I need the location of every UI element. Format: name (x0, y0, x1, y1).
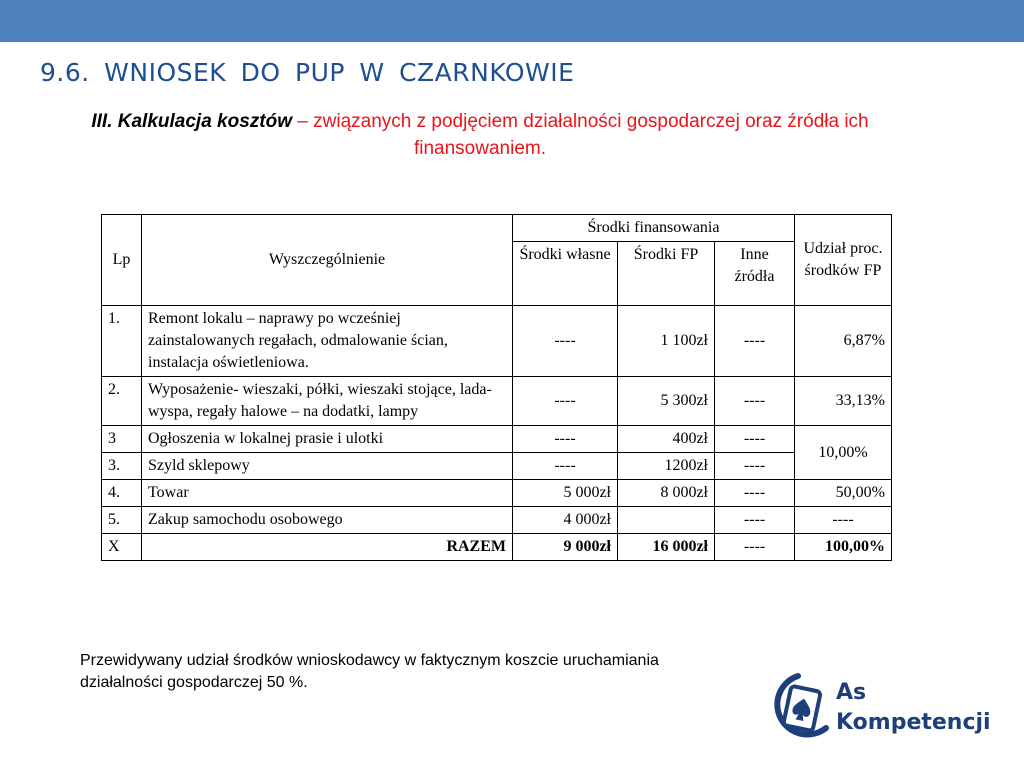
cell-fp: 1 100zł (618, 306, 715, 377)
cell-item: Towar (142, 480, 513, 507)
note-text: Przewidywany udział środków wnioskodawcy w faktycznym koszcie uruchamiania działalności gospodarczej 50 %. (80, 652, 659, 691)
total-other: ---- (715, 534, 795, 561)
cell-other: ---- (715, 426, 795, 453)
cell-fp (618, 507, 715, 534)
cell-share-merged: 10,00% (795, 426, 892, 480)
header-own: Środki własne (513, 242, 618, 306)
cell-fp: 1200zł (618, 453, 715, 480)
cost-calculation-table (101, 214, 892, 561)
subtitle-rest: – związanych z podjęciem działalności gospodarczej oraz źródła ich finansowaniem. (292, 111, 869, 159)
logo-line-2: Kompetencji (836, 710, 991, 735)
cell-own: ---- (513, 453, 618, 480)
cell-own: ---- (513, 306, 618, 377)
cell-other: ---- (715, 306, 795, 377)
slide-subtitle (40, 108, 920, 162)
cell-own: 4 000zł (513, 507, 618, 534)
cell-item: Ogłoszenia w lokalnej prasie i ulotki (142, 426, 513, 453)
header-lp: Lp (102, 215, 142, 306)
total-share: 100,00% (795, 534, 892, 561)
subtitle-lead: III. Kalkulacja kosztów (91, 111, 292, 132)
header-share: Udział proc. środków FP (795, 215, 892, 306)
table-row (102, 453, 892, 480)
cell-other: ---- (715, 507, 795, 534)
cell-lp: 2. (102, 377, 142, 426)
cell-share: 50,00% (795, 480, 892, 507)
total-row (102, 534, 892, 561)
cell-lp: 5. (102, 507, 142, 534)
total-own: 9 000zł (513, 534, 618, 561)
cell-own: ---- (513, 426, 618, 453)
total-fp: 16 000zł (618, 534, 715, 561)
cell-share: ---- (795, 507, 892, 534)
cell-fp: 8 000zł (618, 480, 715, 507)
cell-fp: 400zł (618, 426, 715, 453)
cell-item: Wyposażenie- wieszaki, półki, wieszaki stojące, lada- wyspa, regały halowe – na dodatki, lampy (142, 377, 513, 426)
cell-other: ---- (715, 480, 795, 507)
header-other: Inne źródła (715, 242, 795, 306)
header-item: Wyszczególnienie (142, 215, 513, 306)
header-fp: Środki FP (618, 242, 715, 306)
cell-own: 5 000zł (513, 480, 618, 507)
cell-share: 33,13% (795, 377, 892, 426)
logo (768, 670, 1008, 746)
cell-item: Remont lokalu – naprawy po wcześniej zainstalowanych regałach, odmalowanie ścian, instalacja oświetleniowa. (142, 306, 513, 377)
slide-title: 9.6. WNIOSEK DO PUP W CZARNKOWIE (40, 58, 575, 87)
cell-lp: 3. (102, 453, 142, 480)
table-row (102, 377, 892, 426)
cell-lp: 1. (102, 306, 142, 377)
table-row (102, 480, 892, 507)
cell-lp: 3 (102, 426, 142, 453)
logo-line-1: As (836, 680, 867, 705)
cell-lp: 4. (102, 480, 142, 507)
cell-share: 6,87% (795, 306, 892, 377)
total-lp: X (102, 534, 142, 561)
table-row (102, 507, 892, 534)
cell-other: ---- (715, 453, 795, 480)
logo-text (836, 678, 991, 738)
header-funding: Środki finansowania (513, 215, 795, 242)
spade-card-icon (768, 670, 838, 746)
table-row (102, 306, 892, 377)
total-label: RAZEM (142, 534, 513, 561)
top-band (0, 0, 1024, 42)
cell-item: Szyld sklepowy (142, 453, 513, 480)
cell-own: ---- (513, 377, 618, 426)
cell-item: Zakup samochodu osobowego (142, 507, 513, 534)
table-row (102, 426, 892, 453)
cell-fp: 5 300zł (618, 377, 715, 426)
cell-other: ---- (715, 377, 795, 426)
